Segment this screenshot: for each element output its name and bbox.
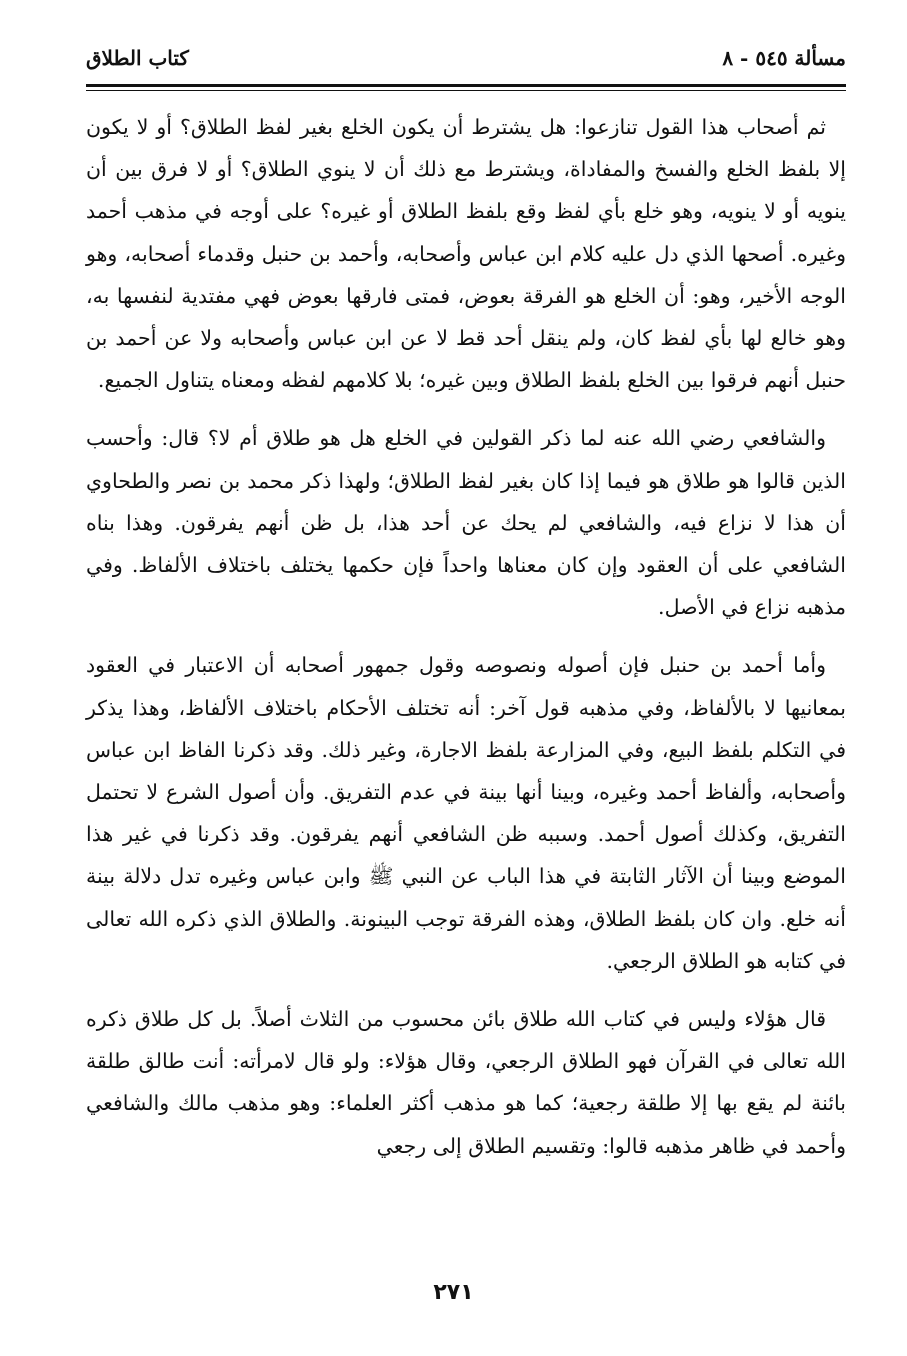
page-number: ٢٧١ — [433, 1280, 474, 1305]
paragraph-3: وأما أحمد بن حنبل فإن أصوله ونصوصه وقول جمهور أصحابه أن الاعتبار في العقود بمعانيها لا بالألفاظ، وفي مذهبه قول آخر: أنه تختلف الأحكام باختلاف الألفاظ، وهذا يذكر في التكلم بلفظ البيع، وفي المزارعة بلفظ الاجارة، وغير ذلك. وقد ذكرنا الفاظ ابن عباس وأصحابه، وألفاظ أحمد وغيره، وبينا أنها بينة في عدم التفريق. وأن أصول الشرع لا تحتمل التفريق، وكذلك أصول أحمد. وسببه ظن الشافعي أنهم يفرقون. وقد ذكرنا في غير هذا الموضع وبينا أن الآثار الثابتة في هذا الباب عن النبي ﷺ وابن عباس وغيره تدل دلالة بينة أنه خلع. وان كان بلفظ الطلاق، وهذه الفرقة توجب البينونة. والطلاق الذي ذكره الله تعالى في كتابه هو الطلاق الرجعي. — [86, 653, 846, 973]
header-rule-thick — [86, 84, 846, 87]
paragraph-2: والشافعي رضي الله عنه لما ذكر القولين في الخلع هل هو طلاق أم لا؟ قال: وأحسب الذين قالوا هو طلاق هو فيما إذا كان بغير لفظ الطلاق؛ ولهذا ذكر محمد بن نصر والطحاوي أن هذا لا نزاع فيه، والشافعي لم يحك عن أحد هذا، بل ظن أنهم يفرقون. وهذا بناه الشافعي على أن العقود وإن كان معناها واحداً فإن حكمها يختلف باختلاف الألفاظ. وفي مذهبه نزاع في الأصل. — [86, 426, 846, 620]
body-text — [86, 106, 846, 1183]
header-rule-thin — [86, 90, 846, 91]
issue-label: مسألة ٥٤٥ - ٨ — [722, 46, 846, 70]
book-title: كتاب الطلاق — [86, 46, 189, 70]
paragraph-4: قال هؤلاء وليس في كتاب الله طلاق بائن محسوب من الثلاث أصلاً. بل كل طلاق ذكره الله تعالى في القرآن فهو الطلاق الرجعي، وقال هؤلاء: ولو قال لامرأته: أنت طالق طلقة بائنة لم يقع بها إلا طلقة رجعية؛ كما هو مذهب أكثر العلماء: وهو مذهب مالك والشافعي وأحمد في ظاهر مذهبه قالوا: وتقسيم الطلاق إلى رجعي — [86, 1007, 846, 1158]
running-header — [86, 38, 846, 78]
paragraph-1: ثم أصحاب هذا القول تنازعوا: هل يشترط أن يكون الخلع بغير لفظ الطلاق؟ أو لا يكون إلا بلفظ الخلع والفسخ والمفاداة، ويشترط مع ذلك أن لا ينوي الطلاق؟ أو لا فرق بين أن ينويه أو لا ينويه، وهو خلع بأي لفظ وقع بلفظ الطلاق أو غيره؟ على أوجه في مذهب أحمد وغيره. أصحها الذي دل عليه كلام ابن عباس وأصحابه، وأحمد بن حنبل وقدماء أصحابه، وهو الوجه الأخير، وهو: أن الخلع هو الفرقة بعوض، فمتى فارقها بعوض فهي مفتدية لنفسها به، وهو خالع لها بأي لفظ كان، ولم ينقل أحد قط لا عن ابن عباس وأصحابه ولا عن أحمد بن حنبل أنهم فرقوا بين الخلع بلفظ الطلاق وبين غيره؛ بلا كلامهم لفظه ومعناه يتناول الجميع. — [86, 115, 846, 393]
